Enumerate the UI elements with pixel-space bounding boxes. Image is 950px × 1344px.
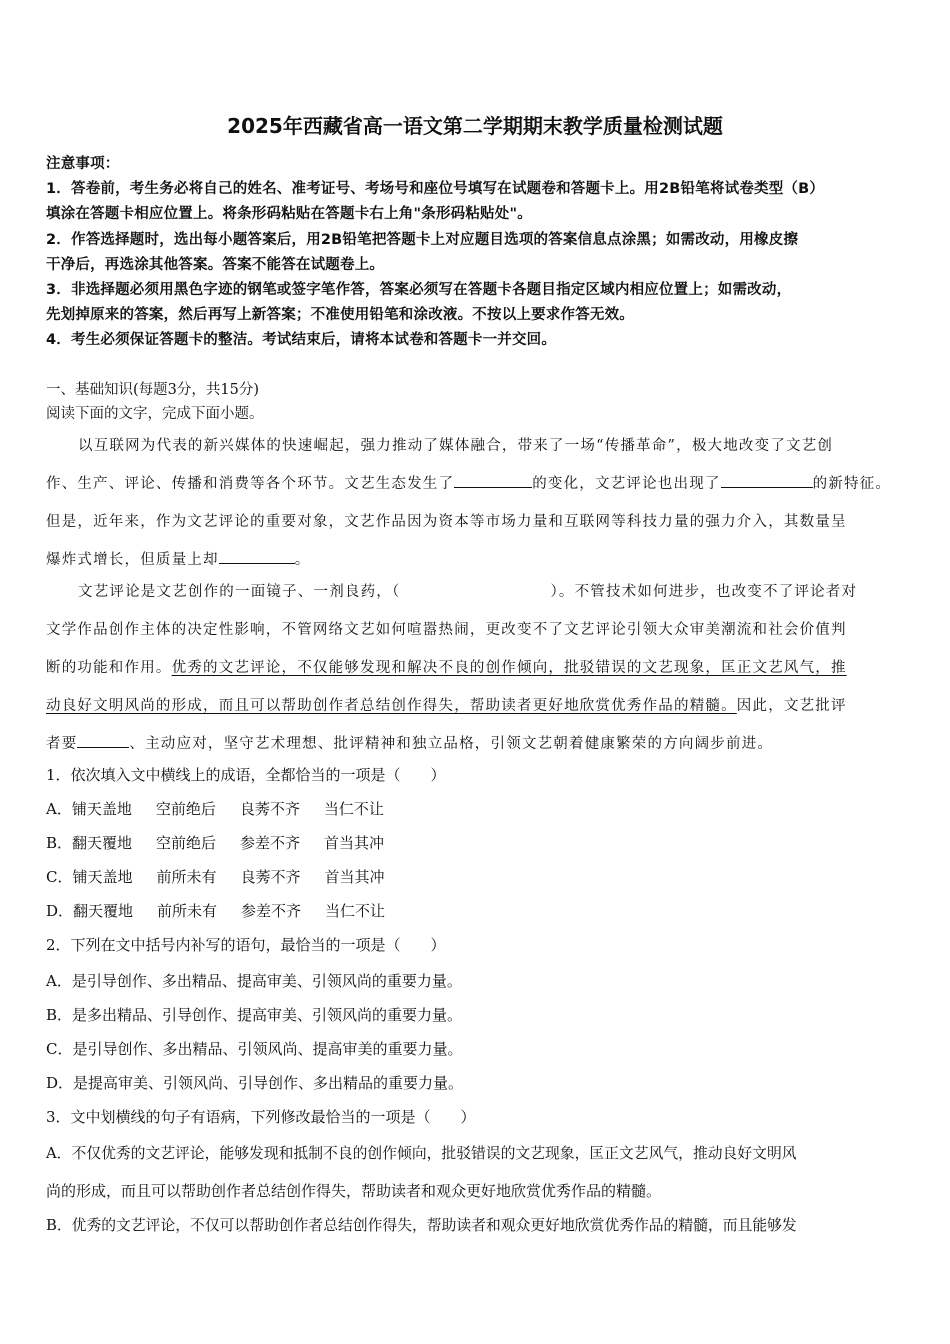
passage-line <box>46 656 908 677</box>
option-label: A． <box>46 800 72 818</box>
passage-text: 爆炸式增长，但质量上却 <box>46 552 219 568</box>
exam-title: 2025年西藏省高一语文第二学期期末教学质量检测试题 <box>227 114 723 138</box>
option-idiom: 良莠不齐 <box>239 800 300 818</box>
fill-blank-2 <box>721 473 813 488</box>
option-idiom: 首当其冲 <box>324 868 385 886</box>
option-label: C． <box>46 868 73 886</box>
passage-text: 文艺评论是文艺创作的一面镜子、一剂良药，（ <box>78 584 401 600</box>
q3-option-b: B．优秀的文艺评论，不仅可以帮助创作者总结创作得失，帮助读者和观众更好地欣赏优秀作品的精髓，而且能够发 <box>46 1217 797 1234</box>
option-idiom: 良莠不齐 <box>240 868 301 886</box>
option-idiom: 空前绝后 <box>155 800 216 818</box>
q1-option-c <box>46 866 908 887</box>
q1-option-d <box>46 900 908 921</box>
passage-text: ）。不管技术如何进步，也改变不了评论者对 <box>550 584 858 600</box>
passage-line: 文学作品创作主体的决定性影响，不管网络文艺如何喧嚣热闹，更改变不了文艺评论引领大众审美潮流和社会价值判 <box>46 622 847 638</box>
notice-line-7: 4．考生必须保证答题卡的整洁。考试结束后，请将本试卷和答题卡一并交回。 <box>46 332 557 348</box>
notice-line-2: 填涂在答题卡相应位置上。将条形码粘贴在答题卡右上角"条形码粘贴处"。 <box>46 206 532 222</box>
option-idiom: 首当其冲 <box>324 834 385 852</box>
q2-option-b: B．是多出精品、引导创作、提高审美、引领风尚的重要力量。 <box>46 1006 463 1024</box>
passage-line: 以互联网为代表的新兴媒体的快速崛起，强力推动了媒体融合，带来了一场“传播革命”，极大地改变了文艺创 <box>78 438 834 454</box>
option-label: B． <box>46 834 73 852</box>
q2-option-a: A．是引导创作、多出精品、提高审美、引领风尚的重要力量。 <box>46 972 462 990</box>
passage-text: 断的功能和作用。 <box>46 660 172 676</box>
passage-line <box>46 694 908 715</box>
notice-line-5: 3．非选择题必须用黑色字迹的钢笔或签字笔作答，答案必须写在答题卡各题目指定区域内相应位置上；如需改动， <box>46 282 792 298</box>
question-1-stem: 1．依次填入文中横线上的成语，全都恰当的一项是（ ） <box>46 766 446 784</box>
passage-line <box>46 472 908 493</box>
option-idiom: 前所未有 <box>156 868 217 886</box>
option-idiom: 当仁不让 <box>323 800 384 818</box>
reading-instruction: 阅读下面的文字，完成下面小题。 <box>46 406 264 422</box>
q3-option-a: A．不仅优秀的文艺评论，能够发现和抵制不良的创作倾向，批驳错误的文艺现象，匡正文艺风气，推动良好文明风 <box>46 1145 797 1162</box>
passage-line <box>46 732 908 753</box>
passage-text: 。 <box>294 552 311 568</box>
option-idiom: 翻天覆地 <box>73 902 134 920</box>
option-idiom: 前所未有 <box>157 902 218 920</box>
notice-line-1: 1．答卷前，考生务必将自己的姓名、准考证号、考场号和座位号填写在试题卷和答题卡上。用2B铅笔将试卷类型（B） <box>46 181 825 197</box>
option-idiom: 参差不齐 <box>240 834 301 852</box>
q1-option-b <box>46 832 908 853</box>
notice-heading: 注意事项： <box>46 156 120 172</box>
underlined-sentence: 动良好文明风尚的形成，而且可以帮助创作者总结创作得失，帮助读者更好地欣赏优秀作品的精髓。 <box>46 698 737 714</box>
notice-line-4: 干净后，再选涂其他答案。答案不能答在试题卷上。 <box>46 257 385 273</box>
option-label: D． <box>46 902 74 920</box>
passage-text: 的新特征。 <box>812 476 892 492</box>
section-heading: 一、基础知识(每题3分，共15分) <box>46 382 259 398</box>
notice-line-3: 2．作答选择题时，选出每小题答案后，用2B铅笔把答题卡上对应题目选项的答案信息点涂黑；如需改动，用橡皮擦 <box>46 232 799 248</box>
passage-line <box>46 548 908 569</box>
option-idiom: 翻天覆地 <box>72 834 133 852</box>
option-idiom: 铺天盖地 <box>72 868 133 886</box>
fill-blank-1 <box>454 473 532 488</box>
q1-option-a <box>46 798 908 819</box>
q2-option-d: D．是提高审美、引领风尚、引导创作、多出精品的重要力量。 <box>46 1074 464 1092</box>
passage-text: 因此，文艺批评 <box>736 698 847 714</box>
passage-line <box>78 580 908 601</box>
passage-text: 作、生产、评论、传播和消费等各个环节。文艺生态发生了 <box>46 476 455 492</box>
question-2-stem: 2．下列在文中括号内补写的语句，最恰当的一项是（ ） <box>46 936 446 954</box>
fill-blank-4 <box>77 733 129 748</box>
passage-text: 的变化，文艺评论也出现了 <box>532 476 721 492</box>
fill-blank-3 <box>219 549 295 564</box>
passage-text: 者要 <box>46 736 78 752</box>
q2-option-c: C．是引导创作、多出精品、引领风尚、提高审美的重要力量。 <box>46 1040 463 1058</box>
notice-line-6: 先划掉原来的答案，然后再写上新答案；不准使用铅笔和涂改液。不按以上要求作答无效。 <box>46 307 634 323</box>
option-idiom: 当仁不让 <box>325 902 386 920</box>
option-idiom: 空前绝后 <box>156 834 217 852</box>
passage-line: 但是，近年来，作为文艺评论的重要对象，文艺作品因为资本等市场力量和互联网等科技力量的强力介入，其数量呈 <box>46 514 847 530</box>
underlined-sentence: 优秀的文艺评论，不仅能够发现和解决不良的创作倾向，批驳错误的文艺现象，匡正文艺风气，推 <box>171 660 847 676</box>
question-3-stem: 3．文中划横线的句子有语病，下列修改最恰当的一项是（ ） <box>46 1108 476 1126</box>
option-idiom: 参差不齐 <box>241 902 302 920</box>
option-idiom: 铺天盖地 <box>71 800 132 818</box>
passage-text: 、主动应对，坚守艺术理想、批评精神和独立品格，引领文艺朝着健康繁荣的方向阔步前进。 <box>129 736 774 752</box>
q3-option-a-cont: 尚的形成，而且可以帮助创作者总结创作得失，帮助读者和观众更好地欣赏优秀作品的精髓。 <box>46 1182 662 1200</box>
